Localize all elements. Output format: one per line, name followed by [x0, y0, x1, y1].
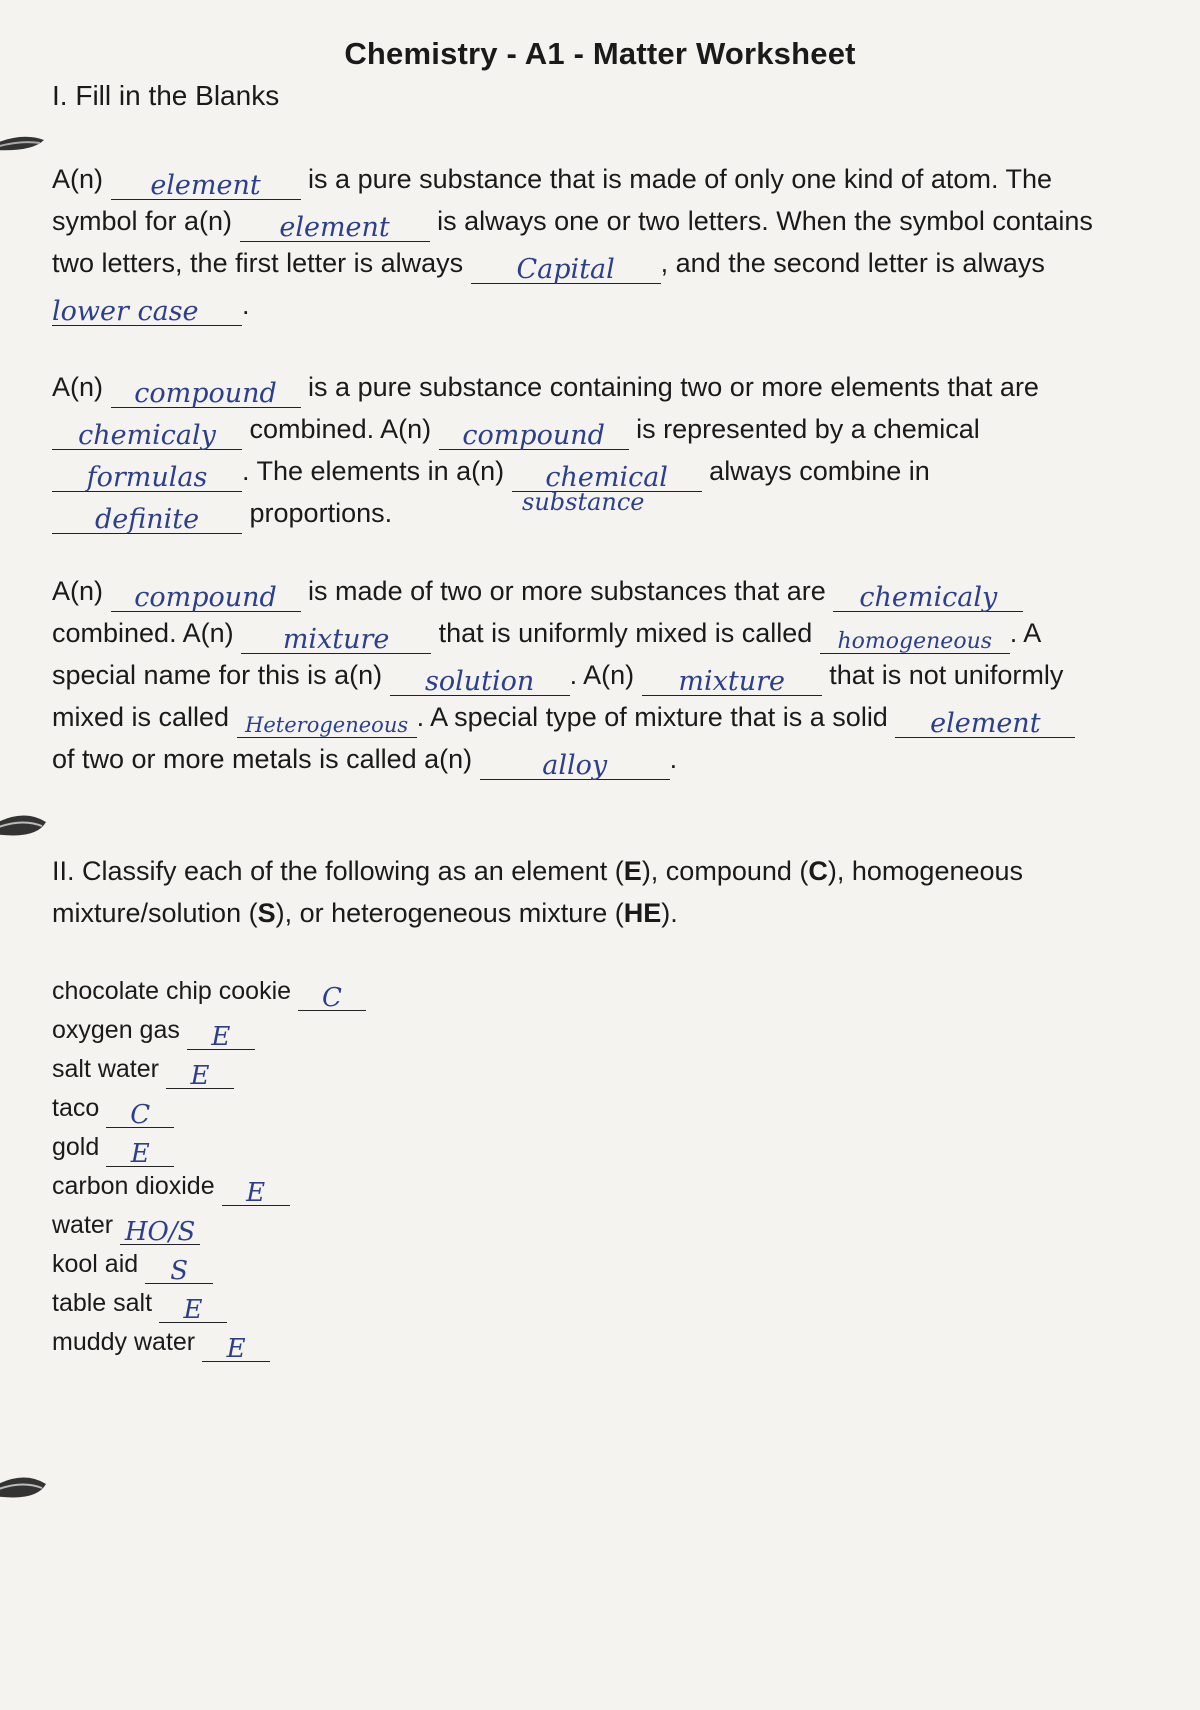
page-title: Chemistry - A1 - Matter Worksheet	[344, 36, 856, 71]
text: combined. A(n)	[52, 618, 234, 648]
list-item	[52, 1128, 366, 1167]
handwritten-answer: element	[279, 212, 390, 243]
binder-ring-icon	[0, 808, 52, 848]
handwritten-answer: C	[130, 1100, 151, 1130]
answer-blank[interactable]	[52, 457, 242, 492]
answer-blank[interactable]	[202, 1331, 270, 1362]
item-label: water	[52, 1211, 114, 1239]
handwritten-answer: S	[170, 1256, 189, 1286]
binder-ring-icon	[0, 1470, 52, 1510]
handwritten-answer: chemicaly	[78, 420, 216, 451]
text: . A special type of mixture that is a solid	[416, 702, 888, 732]
handwritten-note: substance	[522, 488, 645, 516]
handwritten-answer: E	[190, 1061, 210, 1091]
handwritten-answer: mixture	[282, 624, 390, 655]
paragraph-1	[52, 158, 1132, 326]
answer-blank[interactable]	[390, 661, 570, 696]
answer-blank[interactable]	[642, 661, 822, 696]
answer-blank[interactable]	[187, 1019, 255, 1050]
handwritten-answer: E	[211, 1022, 231, 1052]
text: combined. A(n)	[249, 414, 432, 444]
handwritten-answer: alloy	[542, 750, 608, 781]
text: .	[669, 744, 678, 774]
handwritten-answer: E	[130, 1139, 150, 1169]
handwritten-answer: chemical	[545, 462, 668, 493]
text: ).	[661, 898, 678, 928]
answer-blank[interactable]	[166, 1058, 234, 1089]
list-item	[52, 1011, 366, 1050]
handwritten-answer: E	[226, 1334, 246, 1364]
answer-blank[interactable]	[159, 1292, 227, 1323]
code-S: S	[257, 898, 276, 928]
item-label: muddy water	[52, 1328, 196, 1356]
handwritten-answer: HO/S	[124, 1217, 196, 1247]
text: ), compound (	[641, 856, 809, 886]
answer-blank[interactable]	[222, 1175, 290, 1206]
answer-blank[interactable]	[512, 457, 702, 492]
text: A(n)	[52, 372, 104, 402]
answer-blank[interactable]	[833, 577, 1023, 612]
handwritten-answer: formulas	[86, 462, 208, 493]
text: is a pure substance containing two or more elements that are	[308, 372, 1039, 402]
text: is represented by a chemical	[636, 414, 980, 444]
answer-blank[interactable]	[52, 415, 242, 450]
answer-blank[interactable]	[895, 703, 1075, 738]
text: . A	[1009, 618, 1042, 648]
handwritten-answer: definite	[94, 504, 200, 535]
answer-blank[interactable]	[237, 703, 417, 738]
list-item	[52, 972, 366, 1011]
answer-blank[interactable]	[471, 249, 661, 284]
text: proportions.	[249, 498, 393, 528]
list-item	[52, 1050, 366, 1089]
list-item	[52, 1323, 366, 1362]
answer-blank[interactable]	[106, 1097, 174, 1128]
text: . A(n)	[569, 660, 635, 690]
text: that is not uniformly	[829, 660, 1064, 690]
answer-blank[interactable]	[111, 577, 301, 612]
answer-blank[interactable]	[106, 1136, 174, 1167]
text: is always one or two letters. When the symbol contains	[437, 206, 1093, 236]
text: is a pure substance that is made of only one kind of atom. The	[308, 164, 1052, 194]
text: two letters, the first letter is always	[52, 248, 464, 278]
item-label: table salt	[52, 1289, 153, 1317]
handwritten-answer: compound	[462, 420, 605, 451]
text: mixture/solution (	[52, 898, 258, 928]
classification-list	[52, 972, 366, 1362]
text: is made of two or more substances that are	[308, 576, 826, 606]
answer-blank[interactable]	[241, 619, 431, 654]
handwritten-answer: compound	[134, 582, 277, 613]
text: of two or more metals is called a(n)	[52, 744, 473, 774]
list-item	[52, 1206, 366, 1245]
item-label: chocolate chip cookie	[52, 977, 292, 1005]
code-E: E	[623, 856, 642, 886]
item-label: salt water	[52, 1055, 159, 1083]
text: II. Classify each of the following as an element (	[52, 856, 624, 886]
handwritten-answer: chemicaly	[859, 582, 998, 613]
answer-blank[interactable]	[439, 415, 629, 450]
handwritten-answer: lower case	[52, 296, 199, 327]
list-item	[52, 1089, 366, 1128]
text: that is uniformly mixed is called	[438, 618, 813, 648]
item-label: kool aid	[52, 1250, 139, 1278]
handwritten-answer: mixture	[678, 666, 785, 697]
answer-blank[interactable]	[52, 499, 242, 534]
item-label: carbon dioxide	[52, 1172, 215, 1200]
handwritten-answer: element	[930, 708, 1041, 739]
item-label: oxygen gas	[52, 1016, 180, 1044]
handwritten-answer: compound	[134, 378, 277, 409]
answer-blank[interactable]	[480, 745, 670, 780]
code-HE: HE	[623, 898, 662, 928]
text: A(n)	[52, 164, 104, 194]
answer-blank[interactable]	[120, 1214, 200, 1245]
list-item	[52, 1284, 366, 1323]
answer-blank[interactable]	[145, 1253, 213, 1284]
section2-heading	[52, 850, 1132, 934]
handwritten-answer: E	[183, 1295, 203, 1325]
text: ), homogeneous	[827, 856, 1024, 886]
answer-blank[interactable]	[52, 291, 242, 326]
answer-blank[interactable]	[298, 980, 366, 1011]
answer-blank[interactable]	[820, 619, 1010, 654]
text: . The elements in a(n)	[242, 456, 505, 486]
answer-blank[interactable]	[240, 207, 430, 242]
item-label: gold	[52, 1133, 100, 1161]
list-item	[52, 1167, 366, 1206]
handwritten-answer: Heterogeneous	[245, 713, 409, 737]
text: mixed is called	[52, 702, 230, 732]
item-label: taco	[52, 1094, 100, 1122]
section1-heading: I. Fill in the Blanks	[52, 80, 280, 111]
answer-blank[interactable]	[111, 165, 301, 200]
handwritten-answer: homogeneous	[837, 629, 993, 654]
handwritten-answer: C	[322, 983, 342, 1013]
text: symbol for a(n)	[52, 206, 233, 236]
code-C: C	[808, 856, 828, 886]
text: , and the second letter is always	[660, 248, 1045, 278]
text: .	[242, 290, 250, 320]
text: always combine in	[709, 456, 930, 486]
list-item	[52, 1245, 366, 1284]
text: A(n)	[52, 576, 104, 606]
answer-blank[interactable]	[111, 373, 301, 408]
binder-ring-icon	[0, 130, 52, 160]
text: ), or heterogeneous mixture (	[275, 898, 624, 928]
handwritten-answer: E	[246, 1178, 266, 1208]
handwritten-answer: element	[150, 170, 261, 201]
text: special name for this is a(n)	[52, 660, 383, 690]
handwritten-answer: Capital	[516, 254, 615, 285]
handwritten-answer: solution	[425, 666, 535, 697]
paragraph-3	[52, 570, 1132, 780]
